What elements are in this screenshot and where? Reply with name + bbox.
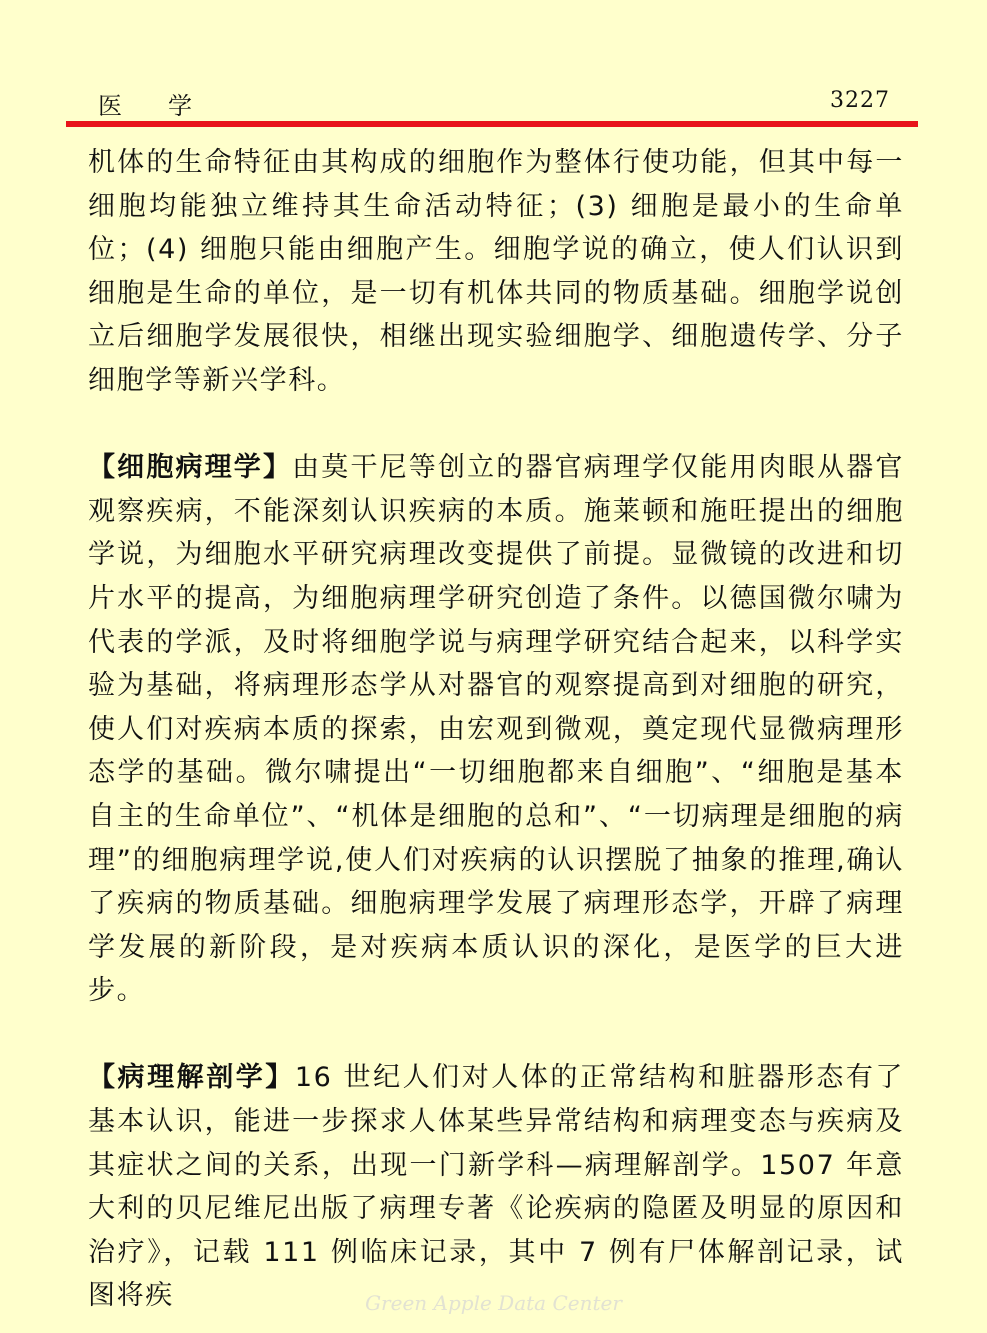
page-header [88,84,892,118]
paragraph-cell-theory-continued [88,141,904,403]
section-title: 医学 [98,92,238,120]
entry-term: 【细胞病理学】 [88,452,293,484]
header-rule [66,121,918,127]
paragraph-text: 16 世纪人们对人体的正常结构和脏器形态有了基本认识，能进一步探求人体某些异常结构和病理变态与疾病及其症状之间的关系，出现一门新学科—病理解剖学。1507 年意大利的贝尼维尼出版了病理专著《论疾病的隐匿及明显的原因和治疗》，记载 111 例临床记录，其中 7 例有尸体解剖记录，试图将疾 [88,1062,904,1312]
watermark: Green Apple Data Center [365,1291,622,1315]
paragraph-cellular-pathology [88,446,904,1013]
paragraph-text: 由莫干尼等创立的器官病理学仅能用肉眼从器官观察疾病，不能深刻认识疾病的本质。施莱顿和施旺提出的细胞学说，为细胞水平研究病理改变提供了前提。显微镜的改进和切片水平的提高，为细胞病理学研究创造了条件。以德国微尔啸为代表的学派，及时将细胞学说与病理学研究结合起来，以科学实验为基础，将病理形态学从对器官的观察提高到对细胞的研究，使人们对疾病本质的探索，由宏观到微观，奠定现代显微病理形态学的基础。微尔啸提出“一切细胞都来自细胞”、“细胞是基本自主的生命单位”、“机体是细胞的总和”、“一切病理是细胞的病理”的细胞病理学说,使人们对疾病的认识摆脱了抽象的推理,确认了疾病的物质基础。细胞病理学发展了病理形态学，开辟了病理学发展的新阶段，是对疾病本质认识的深化，是医学的巨大进步。 [88,452,904,1007]
body-text [88,141,904,1318]
page-number: 3227 [830,88,890,113]
entry-term: 【病理解剖学】 [88,1062,295,1094]
paragraph-text: 机体的生命特征由其构成的细胞作为整体行使功能，但其中每一细胞均能独立维持其生命活动特征；(3) 细胞是最小的生命单位；(4) 细胞只能由细胞产生。细胞学说的确立，使人们认识到细胞是生命的单位，是一切有机体共同的物质基础。细胞学说创立后细胞学发展很快，相继出现实验细胞学、细胞遗传学、分子细胞学等新兴学科。 [88,147,904,396]
paragraph-pathological-anatomy [88,1056,904,1318]
